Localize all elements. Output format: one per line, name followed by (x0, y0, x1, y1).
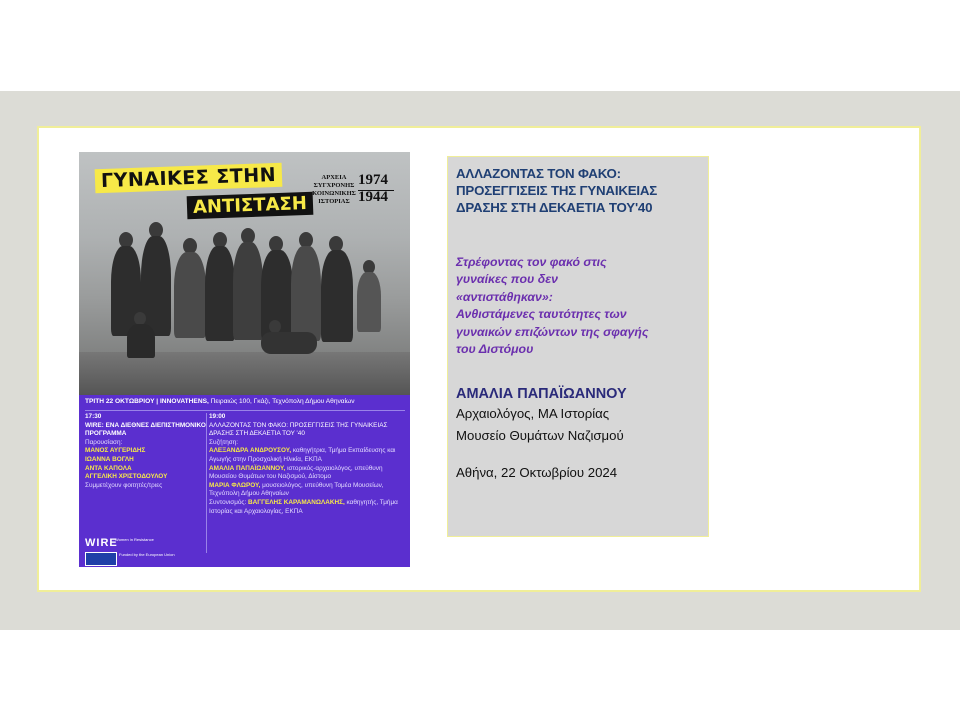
discussion-label: Συζήτηση: (209, 438, 239, 446)
poster-right-column (209, 413, 407, 516)
session1-time: 17:30 (85, 413, 102, 420)
speaker2-name: ΑΜΑΛΙΑ ΠΑΠΑΪΩΑΝΝΟΥ, (209, 464, 286, 472)
subtitle-line: του Διστόμου (456, 342, 534, 357)
presentation-label: Παρουσίαση: (85, 438, 123, 446)
talk-heading (456, 165, 700, 216)
coordinator-name: ΒΑΓΓΕΛΗΣ ΚΑΡΑΜΑΝΩΛΑΚΗΣ, (246, 498, 345, 506)
eu-funding-text: Funded by the European Union (119, 552, 175, 557)
session2-title: ΑΛΛΑΖΟΝΤΑΣ ΤΟΝ ΦΑΚΟ: ΠΡΟΣΕΓΓΙΣΕΙΣ ΤΗΣ ΓΥΝΑΙΚΕΙΑΣ ΔΡΑΣΗΣ ΣΤΗ ΔΕΚΑΕΤΙΑ ΤΟΥ '40 (209, 421, 388, 438)
speaker-affiliation: Μουσείο Θυμάτων Ναζισμού (456, 428, 624, 444)
heading-line: ΑΛΛΑΖΟΝΤΑΣ ΤΟΝ ΦΑΚΟ: (456, 166, 621, 181)
figure (321, 250, 353, 342)
figure (357, 272, 381, 332)
speaker1-name: ΑΛΕΞΑΝΔΡΑ ΑΝΔΡΟΥΣΟΥ, (209, 447, 292, 455)
poster-divider (85, 410, 405, 411)
poster-left-column (85, 413, 207, 490)
talk-subtitle (456, 254, 700, 358)
logo-year-1: 1974 (358, 172, 388, 188)
coordination-label: Συντονισμός: (209, 498, 247, 506)
speaker3-role: μουσειολόγος, υπεύθυνη Τομέα Μουσείων, Τεχνόπολη Δήμου Αθηναίων (209, 481, 384, 498)
figure (127, 324, 155, 358)
photo-ground (79, 352, 410, 395)
heading-line: ΠΡΟΣΕΓΓΙΣΕΙΣ ΤΗΣ ΓΥΝΑΙΚΕΙΑΣ (456, 183, 658, 198)
poster-dateline (85, 398, 355, 405)
archive-logo (312, 172, 400, 212)
poster-title-line2: ΑΝΤΙΣΤΑΣΗ (187, 192, 314, 219)
subtitle-line: Στρέφοντας τον φακό στις (456, 255, 607, 269)
speaker1-role: καθηγήτρια, Τμήμα Εκπαίδευσης και Αγωγής στην Προσχολική Ηλικία, ΕΚΠΑ (209, 447, 396, 463)
dateline-rest: Πειραιώς 100, Γκάζι, Τεχνόπολη Δήμου Αθηναίων (208, 398, 355, 405)
poster-photo (79, 152, 410, 395)
heading-line: ΔΡΑΣΗΣ ΣΤΗ ΔΕΚΑΕΤΙΑ ΤΟΥ'40 (456, 200, 653, 215)
event-poster (79, 152, 410, 567)
figure (205, 246, 235, 341)
presenter: ΙΩΑΝΝΑ ΒΟΓΛΗ (85, 455, 134, 463)
participation-note: Συμμετέχουν φοιτητές/τριες (85, 481, 163, 489)
speaker-name: ΑΜΑΛΙΑ ΠΑΠΑΪΩΑΝΝΟΥ (456, 386, 627, 403)
coordinator-role: καθηγητής, Τμήμα Ιστορίας και Αρχαιολογίας, ΕΚΠΑ (209, 498, 398, 515)
eu-flag-icon (85, 552, 117, 566)
wire-logo-subtitle: Women in Resistance (115, 537, 154, 542)
subtitle-line: Ανθιστάμενες ταυτότητες των (456, 307, 627, 322)
speaker-role: Αρχαιολόγος, ΜΑ Ιστορίας (456, 406, 610, 422)
subtitle-line: γυναίκες που δεν (456, 272, 558, 287)
speaker2-role: ιστορικός-αρχαιολόγος, υπεύθυνη Μουσείου Θυμάτων του Ναζισμού, Δίστομο (209, 464, 383, 481)
speaker3-name: ΜΑΡΙΑ ΦΛΩΡΟΥ, (209, 481, 261, 489)
archive-logo-text: ΑΡΧΕΙΑ ΣΥΓΧΡΟΝΗΣ ΚΟΙΝΩΝΙΚΗΣ ΙΣΤΟΡΙΑΣ (312, 174, 356, 205)
session1-title: WIRE: ΕΝΑ ΔΙΕΘΝΕΣ ΔΙΕΠΙΣΤΗΜΟΝΙΚΟ ΠΡΟΓΡΑΜΜΑ (85, 421, 206, 438)
figure (174, 252, 206, 338)
session2-time: 19:00 (209, 413, 226, 420)
subtitle-line: γυναικών επιζώντων της σφαγής (456, 324, 649, 339)
poster-info-panel (79, 395, 410, 567)
figure (261, 332, 317, 354)
logo-year-2: 1944 (358, 189, 388, 205)
dateline-bold: ΤΡΙΤΗ 22 ΟΚΤΩΒΡΙΟΥ | INNOVATHENS, (85, 398, 209, 405)
figure (291, 246, 321, 341)
figure (233, 242, 263, 340)
subtitle-line: «αντιστάθηκαν»: (456, 289, 553, 304)
wire-logo: WIRE (85, 537, 118, 549)
poster-title-line1: ΓΥΝΑΙΚΕΣ ΣΤΗΝ (95, 163, 283, 194)
presenter: ΑΓΓΕΛΙΚΗ ΧΡΙΣΤΟΔΟΥΛΟΥ (85, 473, 168, 481)
presenter: ΜΑΝΟΣ ΑΥΓΕΡΙΔΗΣ (85, 447, 146, 455)
talk-info-box (447, 156, 709, 537)
talk-date: Αθήνα, 22 Οκτωβρίου 2024 (456, 465, 618, 481)
presenter: ΑΝΤΑ ΚΑΠΟΛΑ (85, 464, 132, 472)
